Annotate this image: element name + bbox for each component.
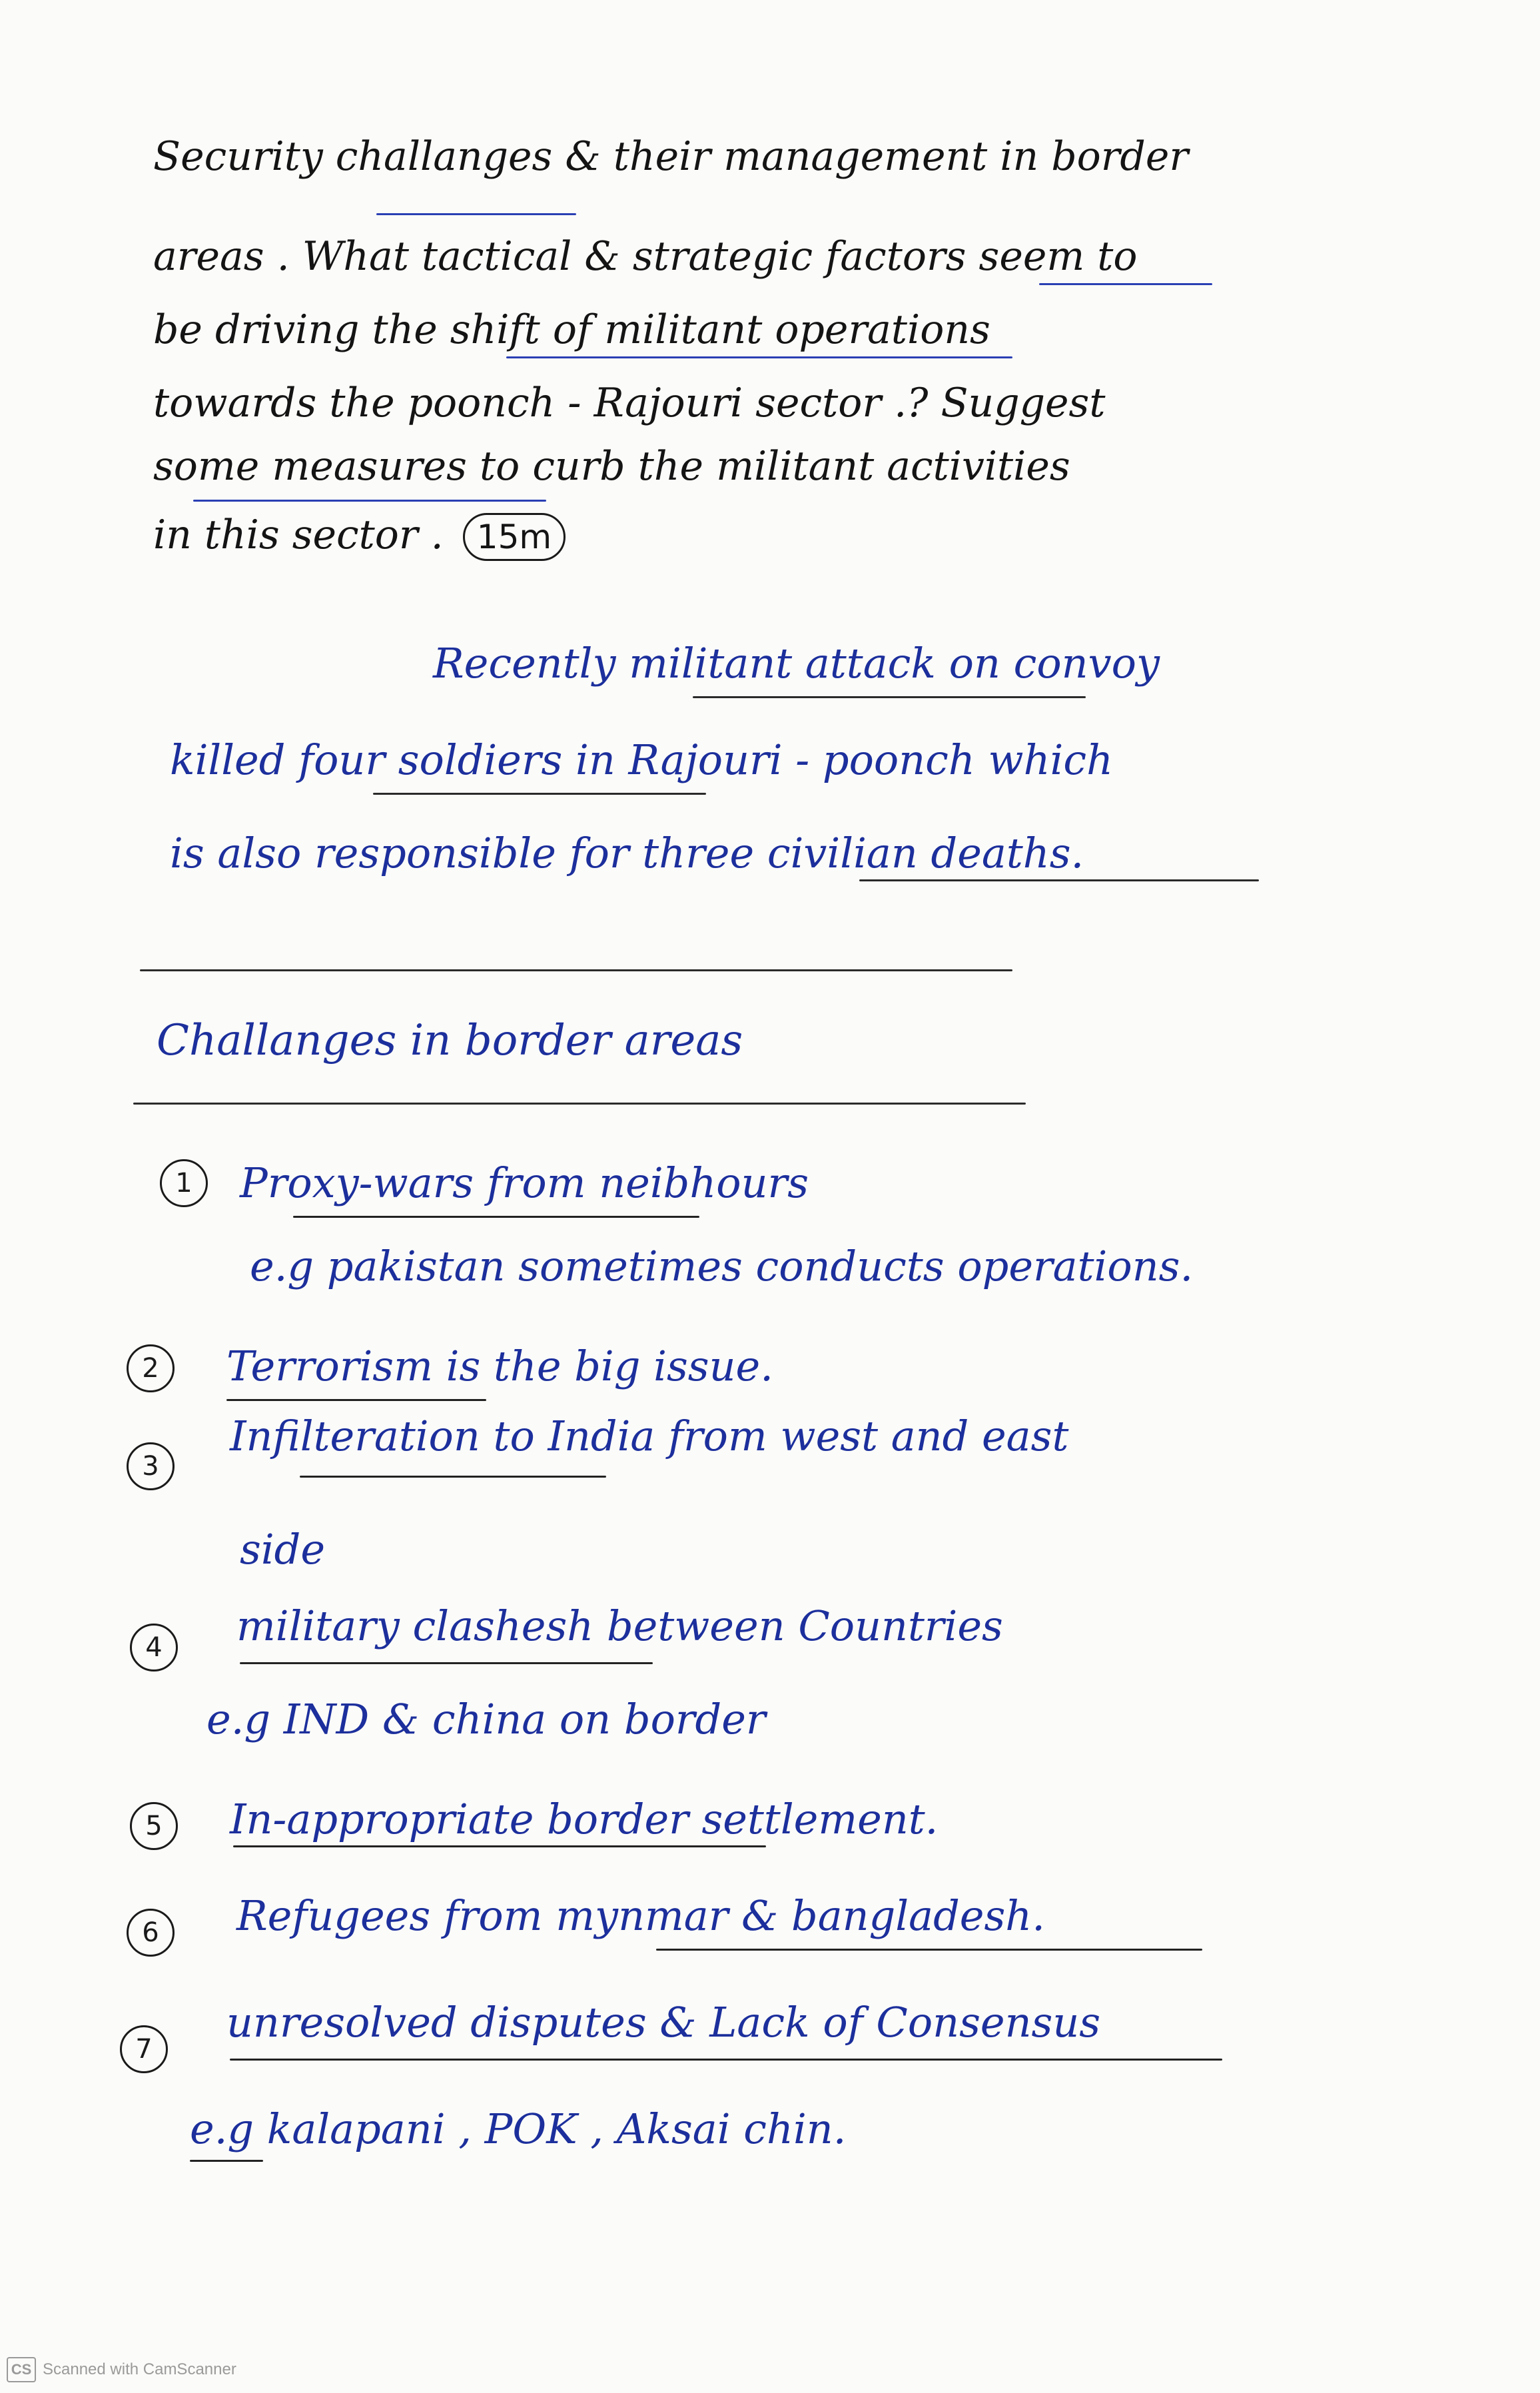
camscanner-logo: CS bbox=[7, 2357, 36, 2382]
heading-rule-bottom bbox=[133, 1103, 1026, 1105]
question-line-6-text: in this sector . bbox=[153, 512, 444, 558]
underline-in-appropriate bbox=[233, 1845, 766, 1847]
question-line-5: some measures to curb the militant activities bbox=[153, 443, 1070, 490]
underline-three-civilian bbox=[859, 879, 1259, 881]
underline-factors bbox=[1039, 283, 1212, 285]
point-1-line-2: e.g pakistan sometimes conducts operations. bbox=[250, 1242, 1194, 1290]
point-6-line-1: Refugees from mynmar & bangladesh. bbox=[236, 1891, 1045, 1940]
underline-militant-attack bbox=[693, 696, 1086, 698]
underline-military-clashesh bbox=[240, 1662, 653, 1664]
question-line-4: towards the poonch - Rajouri sector .? Suggest bbox=[153, 380, 1106, 426]
point-number-2: 2 bbox=[127, 1344, 175, 1392]
camscanner-watermark bbox=[7, 2357, 236, 2382]
intro-line-1: Recently militant attack on convoy bbox=[433, 639, 1160, 688]
underline-four-soldiers bbox=[373, 793, 706, 795]
point-5-line-1: In-appropriate border settlement. bbox=[230, 1795, 939, 1843]
intro-line-2: killed four soldiers in Rajouri - poonch which bbox=[170, 735, 1114, 784]
marks-badge: 15m bbox=[463, 513, 566, 561]
intro-line-3: is also responsible for three civilian deaths. bbox=[170, 829, 1084, 877]
point-number-5: 5 bbox=[130, 1802, 178, 1850]
heading-rule-top bbox=[140, 969, 1012, 971]
underline-mynmar-bangladesh bbox=[656, 1949, 1202, 1951]
underline-shift-militant bbox=[506, 356, 1012, 358]
camscanner-text: Scanned with CamScanner bbox=[43, 2360, 236, 2378]
point-number-7: 7 bbox=[120, 2025, 168, 2073]
point-4-line-1: military clashesh between Countries bbox=[236, 1602, 1003, 1650]
underline-some-measures bbox=[193, 500, 546, 502]
underline-eg bbox=[190, 2160, 263, 2162]
point-2-line-1: Terrorism is the big issue. bbox=[226, 1342, 773, 1390]
point-number-4: 4 bbox=[130, 1624, 178, 1672]
question-line-2: areas . What tactical & strategic factors seem to bbox=[153, 233, 1138, 280]
point-number-6: 6 bbox=[127, 1909, 175, 1957]
underline-infilteration bbox=[300, 1476, 606, 1478]
underline-unresolved-disputes bbox=[230, 2059, 1222, 2061]
question-line-6 bbox=[153, 513, 566, 561]
underline-challanges bbox=[376, 213, 576, 215]
point-number-3: 3 bbox=[127, 1442, 175, 1490]
question-line-3: be driving the shift of militant operations bbox=[153, 306, 990, 353]
section-heading: Challanges in border areas bbox=[157, 1016, 743, 1065]
point-7-line-1: unresolved disputes & Lack of Consensus bbox=[226, 1998, 1101, 2047]
point-1-line-1: Proxy-wars from neibhours bbox=[240, 1159, 809, 1207]
question-line-1: Security challanges & their management in border bbox=[153, 133, 1189, 180]
underline-proxy-wars bbox=[293, 1216, 699, 1218]
underline-terrorism bbox=[226, 1399, 486, 1401]
point-number-1: 1 bbox=[160, 1159, 208, 1207]
point-7-line-2: e.g kalapani , POK , Aksai chin. bbox=[190, 2105, 847, 2153]
point-4-line-2: e.g IND & china on border bbox=[206, 1695, 766, 1743]
point-3-line-2: side bbox=[240, 1525, 326, 1574]
point-3-line-1: Infilteration to India from west and east bbox=[230, 1412, 1069, 1460]
